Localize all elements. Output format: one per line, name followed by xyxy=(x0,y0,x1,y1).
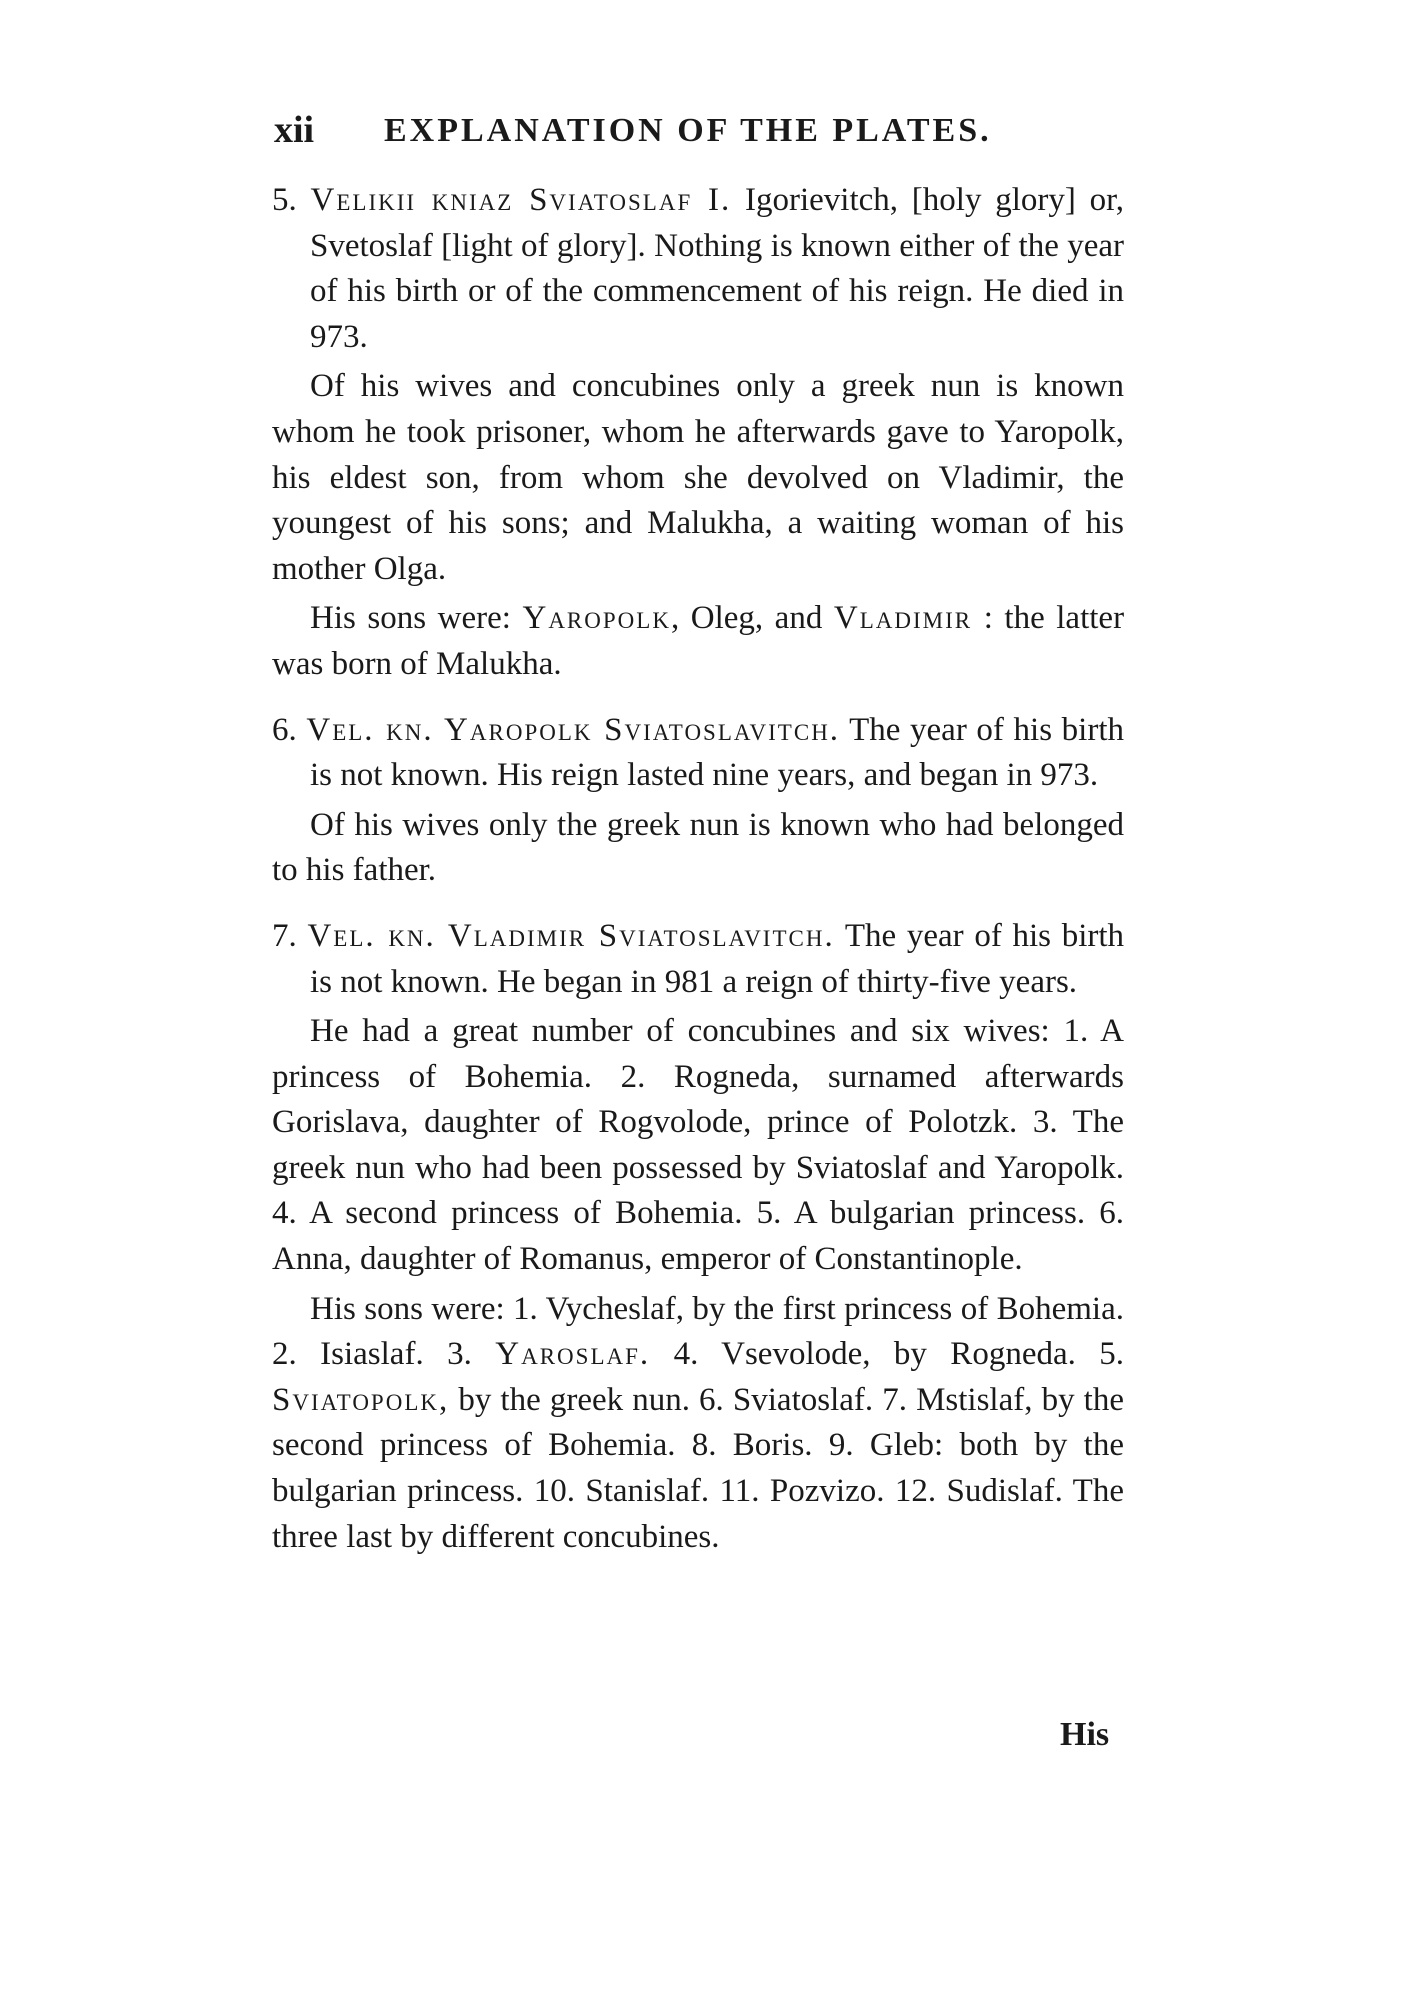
entry-number: 6. xyxy=(272,711,297,748)
entry-5-sons: His sons were: Yaropolk, Oleg, and Vladimir : the latter was born of Malukha. xyxy=(272,600,1125,682)
entry-number: 5. xyxy=(272,182,297,218)
entry-number: 7. xyxy=(272,917,297,954)
entry-5 xyxy=(272,178,1124,360)
page-number: xii xyxy=(274,109,315,151)
son-name: Yaroslaf. xyxy=(495,1336,651,1373)
catchword: His xyxy=(1060,1716,1110,1753)
entry-text: The year of his birth is not known. His reign lasted nine years, and began in 973. xyxy=(310,711,1125,794)
son-name: Sviatopolk, xyxy=(272,1381,450,1418)
page-header xyxy=(274,108,1124,160)
entry-name: Vel. kn. Yaropolk Sviatoslavitch. xyxy=(306,711,841,748)
entry-7-wives: He had a great number of concubines and six wives: 1. A princess of Bohemia. 2. Rogneda, surnamed afterwards Gorislava, daughter of Rogvolode, prince of Polotzk. 3. The greek nun who had been possessed by Sviatoslaf and Yaropolk. 4. A second princess of Bohemia. 5. A bulgarian princess. 6. Anna, daughter of Romanus, emperor of Constantinople. xyxy=(272,1013,1124,1278)
running-title: EXPLANATION OF THE PLATES. xyxy=(384,112,992,149)
body-text xyxy=(272,178,1124,1560)
entry-7-sons: His sons were: 1. Vycheslaf, by the first princess of Bohemia. 2. Isiaslaf. 3. Yaroslaf. 4. Vsevolode, by Rogneda. 5. Sviatopolk, by the greek nun. 6. Sviatoslaf. 7. Mstislaf, by the second princess of Bohemia. 8. Boris. 9. Gleb: both by the bulgarian princess. 10. Stanislaf. 11. Pozvizo. 12. Sudislaf. The three last by different concubines. xyxy=(272,1290,1125,1555)
entry-name: Vel. kn. Vladimir Sviatoslavitch. xyxy=(307,917,835,954)
son-name: Vladimir xyxy=(833,600,973,637)
entry-7 xyxy=(272,914,1124,1005)
entry-text: The year of his birth is not known. He began in 981 a reign of thirty-five years. xyxy=(310,917,1125,1000)
entry-name: Velikii kniaz Sviatoslaf I. xyxy=(310,182,732,218)
entry-6-wives: Of his wives only the greek nun is known who had belonged to his father. xyxy=(272,806,1124,889)
entry-text: Igorievitch, [holy glory] or, Svetoslaf [light of glory]. Nothing is known either of the year of his birth or of the commencement of his reign. He died in 973. xyxy=(310,182,1125,355)
son-name: Yaropolk xyxy=(522,600,671,637)
entry-6 xyxy=(272,708,1124,799)
entry-5-wives: Of his wives and concubines only a greek nun is known whom he took prisoner, whom he afterwards gave to Yaropolk, his eldest son, from whom she devolved on Vladimir, the youngest of his sons; and Malukha, a waiting woman of his mother Olga. xyxy=(272,368,1124,587)
